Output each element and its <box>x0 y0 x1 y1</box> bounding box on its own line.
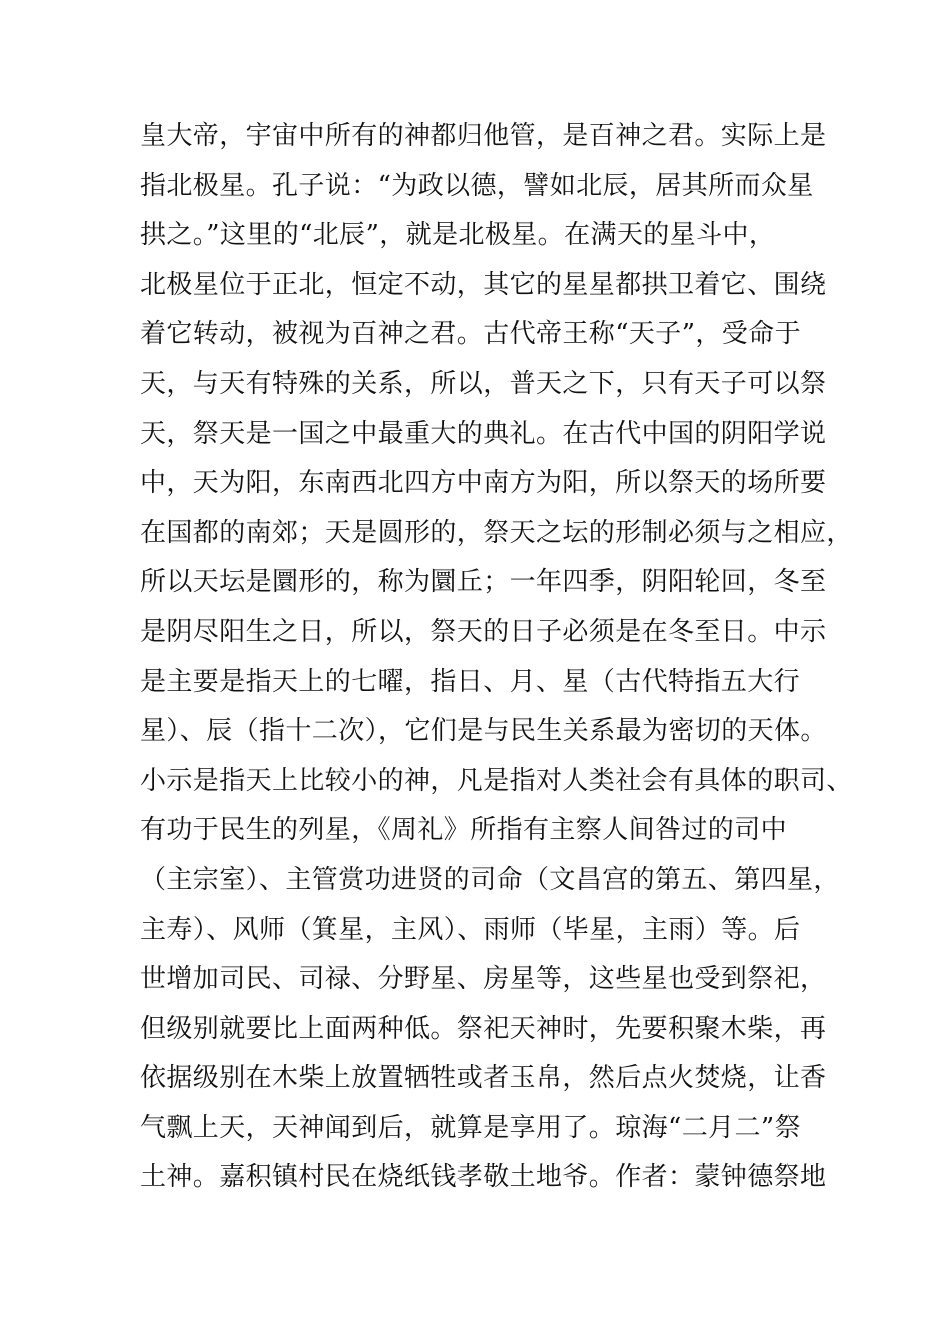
text-line: 北极星位于正北，恒定不动，其它的星星都拱卫着它、围绕 <box>140 269 827 300</box>
text-line: 中，天为阳，东南西北四方中南方为阳，所以祭天的场所要 <box>140 468 827 499</box>
text-line: 着它转动，被视为百神之君。古代帝王称“天子”，受命于 <box>140 319 801 350</box>
text-line: 所以天坛是圜形的，称为圜丘；一年四季，阴阳轮回，冬至 <box>140 567 827 598</box>
text-line: 主寿）、风师（箕星，主风）、雨师（毕星，主雨）等。后 <box>140 914 801 945</box>
text-line: 小示是指天上比较小的神，凡是指对人类社会有具体的职司、 <box>140 765 853 796</box>
text-line: 皇大帝，宇宙中所有的神都归他管，是百神之君。实际上是 <box>140 121 827 151</box>
text-line: 但级别就要比上面两种低。祭祀天神时，先要积聚木柴，再 <box>140 1013 827 1044</box>
text-line: 拱之。”这里的“北辰”，就是北极星。在满天的星斗中， <box>140 220 776 251</box>
text-line: 天，与天有特殊的关系，所以，普天之下，只有天子可以祭 <box>140 368 827 399</box>
text-line: 是主要是指天上的七曜，指日、月、星（古代特指五大行 <box>140 666 801 697</box>
text-line: 是阴尽阳生之日，所以，祭天的日子必须是在冬至日。中示 <box>140 616 827 647</box>
text-line: 有功于民生的列星，《周礼》所指有主察人间咎过的司中 <box>140 815 788 846</box>
text-line: （主宗室）、主管赏功进贤的司命（文昌宫的第五、第四星， <box>140 864 840 895</box>
text-line: 气飘上天，天神闻到后，就算是享用了。琼海“二月二”祭 <box>140 1112 801 1143</box>
text-line: 指北极星。孔子说：“为政以德，譬如北辰，居其所而众星 <box>140 170 814 201</box>
text-line: 世增加司民、司禄、分野星、房星等，这些星也受到祭祀， <box>140 964 827 995</box>
text-line: 依据级别在木柴上放置牺牲或者玉帛，然后点火焚烧，让香 <box>140 1063 827 1094</box>
text-line: 在国都的南郊；天是圆形的，祭天之坛的形制必须与之相应， <box>140 517 853 548</box>
text-line: 天，祭天是一国之中最重大的典礼。在古代中国的阴阳学说 <box>140 418 827 449</box>
text-line: 土神。嘉积镇村民在烧纸钱孝敬土地爷。作者：蒙钟德祭地 <box>140 1162 827 1193</box>
body-text <box>140 112 853 1203</box>
text-line: 星）、辰（指十二次），它们是与民生关系最为密切的天体。 <box>140 716 827 747</box>
